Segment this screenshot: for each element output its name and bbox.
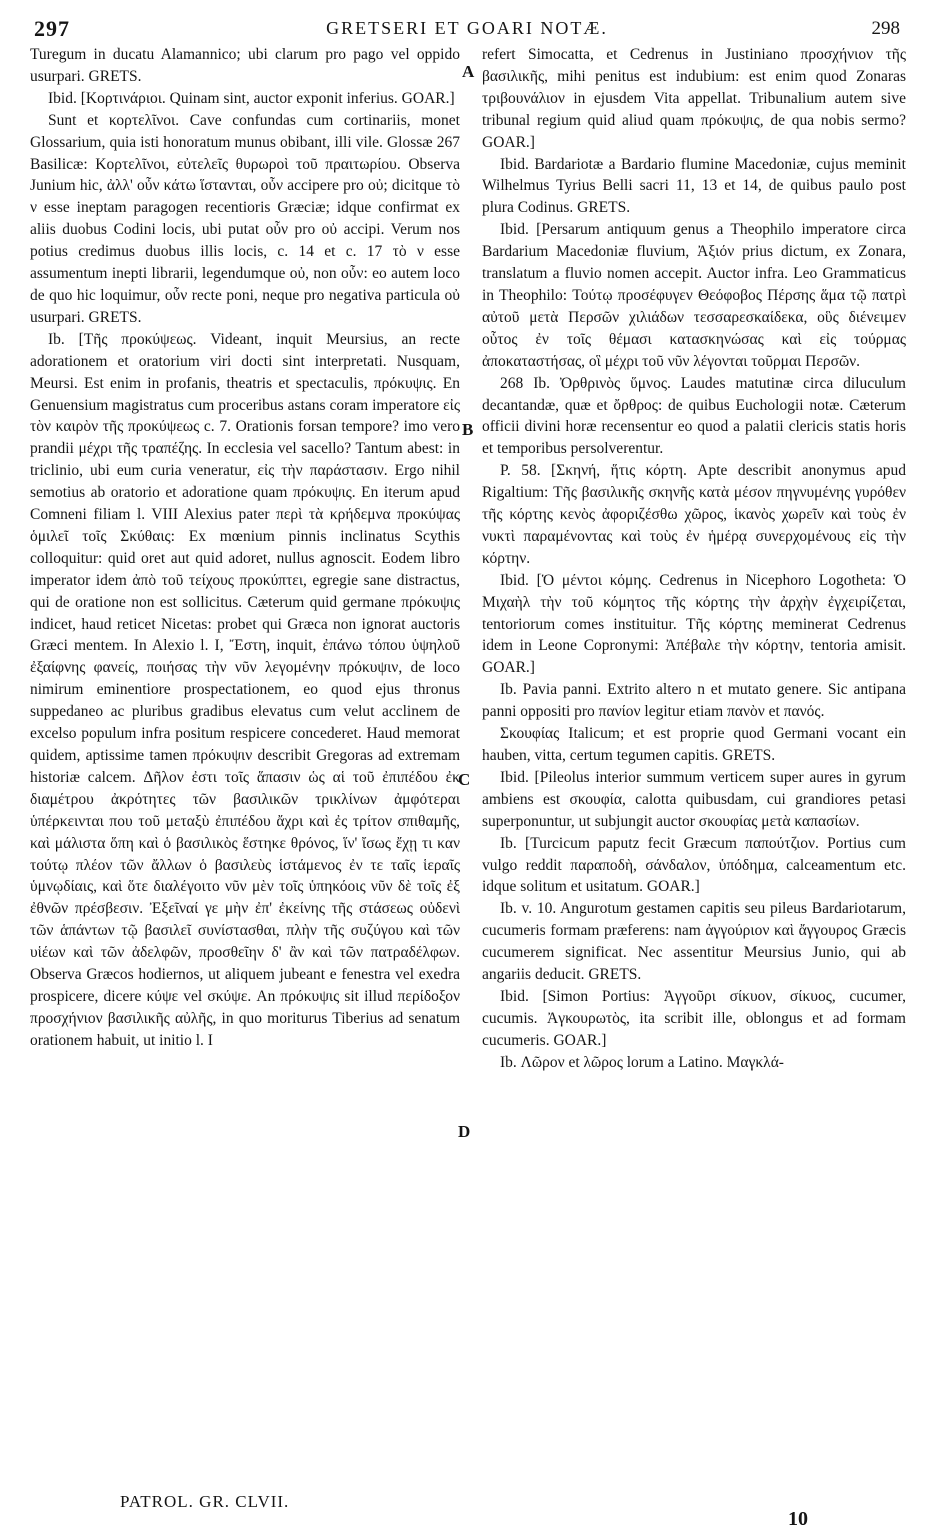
- paragraph: P. 58. [Σκηνή, ἥτις κόρτη. Apte describit anonymus apud Rigaltium: Τῆς βασιλικῆς σκηνῆς κατὰ μέσον πηγνυμένης γυρόθεν τῆς κόρτης κενὸς ἀφοριζέσθω χῶρος, ἱκανὸς χωρεῖν καὶ τοὺς ἐν νυκτὶ παραμένοντας καὶ τοὺς ἐν ἡμέρᾳ συνερχομένους εἰς τὴν κόρτην.: [482, 462, 906, 567]
- footer-volume: PATROL. GR. CLVII.: [120, 1492, 290, 1511]
- page-header: [34, 16, 900, 42]
- right-column: [482, 44, 906, 1074]
- running-title: GRETSERI ET GOARI NOTÆ.: [326, 18, 608, 38]
- paragraph: Σκουφίας Italicum; et est proprie quod Germani vocant ein hauben, vitta, certum tegumen capitis. GRETS.: [482, 725, 906, 764]
- paragraph: Ibid. Bardariotæ a Bardario flumine Macedoniæ, cujus meminit Wilhelmus Tyrius Belli sacri 11, 13 et 14, de quibus paulo post plura Codinus. GRETS.: [482, 155, 906, 217]
- paragraph: Ibid. [Κορτινάριοι. Quinam sint, auctor exponit inferius. GOAR.]: [48, 89, 455, 107]
- sheet-number: 10: [788, 1508, 808, 1530]
- paragraph: Sunt et κορτελῖνοι. Cave confundas cum cortinariis, monet Glossarium, quia isti honoratum munus obibant, illi vile. Glossæ 267 Basilicæ: Κορτελῖνοι, εὐτελεῖς θυρωροὶ τοῦ πραιτωρίου. Observa Junium hic, ἀλλ' οὖν κάτω ἵστανται, οὖν accipere pro οὐ; dicitque τὸ ν esse ineptam paragogen recentioris Græciæ; idque confirmat ex aliis duobus Codini locis, ubi putat οὖν pro οὐ accipi. Verum nos potius credimus duobus illis locis, c. 14 et c. 17 τὸ ν esse assumentum inepti librarii, legendumque οὐ, non οὖν: eo autem loco de quo hic loquimur, οὖν recte poni, neque pro negativa particula οὐ usurpari. GRETS.: [30, 111, 460, 326]
- page-number-right: 298: [871, 18, 900, 39]
- paragraph: Ib. [Τῆς προκύψεως. Videant, inquit Meursius, an recte adorationem et oratorium viri docti sint interpretati. Nusquam, Meursi. Est enim in profanis, theatris et spectaculis, πρόκυψις. En Genuensium magistratus cum proceribus astans coram imperatore εἰς τὸν καιρὸν τῆς προκύψεως c. 7. Orationis forsan tempore? imo vero prandii μέχρι τῆς τραπέζης. In ecclesia vel sacello? Tantum abest: in triclinio, ubi eum curia veneratur, εἰς τὴν παράστασιν. Ergo nihil semotius ab oratorio et adoratione quam πρόκυψις. En iterum apud Comneni filiam l. VIII Alexius pater περὶ τὰ κρήδεμνα προκύψας ὁμιλεῖ τοῖς Σκύθαις: Ex mœnium pinnis inclinatus Scythis colloquitur: quid oret aut quid adoret, nullus agnoscit. Eodem libro imperator idem ἀπὸ τοῦ τείχους προκύπτει, egregie sane distractus, qui de oratione non est sollicitus. Cæterum quid germane πρόκυψις indicet, haud reticet Nicetas: probet qui Græca non ignorat auctoris Græci mentem. In Alexio l. I, Ἔστη, inquit, ἐπάνω τόπου ὑψηλοῦ ἐξαίφνης φανείς, ποιήσας τὴν νῦν λεγομένην πρόκυψιν, de loco nimirum eminentiore prospectationem, eo quod ejus thronus suppedaneo ac pluribus gradibus elevatus cum velut acclinem de excelso populum infra positum respicere concederet. Haud memorat quidem, aptissime tamen πρόκυψιν describit Gregoras ad extremam historiæ calcem. Δῆλον ἐστι τοῖς ἅπασιν ὡς αἱ τοῦ ἐπιπέδου ἐκ διαμέτρου ἀκρότητες τῶν βασιλικῶν τρικλίνων ἀμφότεραι ὑπέρκεινται που τοῦ μεταξὺ ἐπιπέδου ἄχρι καὶ ἐς τρίτον σπιθαμῆς, καὶ μάλιστα ὅπη καὶ ὁ βασιλικὸς ἕστηκε θρόνος, ἵν' ἴσως ἔχῃ τι καν τούτῳ πλέον τῶν ἄλλων ὁ βασιλεὺς ἱστάμενος ἐν τε ταῖς ἱεραῖς ὑμνῳδίαις, καὶ ὅτε διαλέγοιτο νῦν μὲν τοῖς ὑπηκόοις νῦν δὲ τοῖς ἐξ ἐθνῶν πρέσβεσιν. Ἐξεῖναί γε μὴν ἐπ' ἐκείνης τῆς στάσεως οὐδενὶ τῶν ἁπάντων τῷ βασιλεῖ συνίστασθαι, πλὴν τῆς συζύγου καὶ τῶν υἱέων καὶ τῶν ἀδελφῶν, προσθεῖην δ' ἂν καὶ τῶν πατραδέλφων. Observa Græcos hodiernos, ut aliquem jubeant e fenestra vel exedra prospicere, dicere κύψε vel σκύψε. An πρόκυψις sit illud περίδοξον προσχήνιον βασιλικῆς αὐλῆς, in quo moriturus Tiberius ad senatum orationem habuit, ut initio l. I: [30, 330, 460, 1049]
- paragraph: Ibid. [Simon Portius: Ἀγγοῦρι σίκυον, σίκυος, cucumer, cucumis. Ἀγκουρωτὸς, ita scribit ille, oblongus et ad formam cucumeris. GOAR.]: [482, 987, 906, 1049]
- page-number-left: 297: [34, 16, 70, 41]
- paragraph: Ib. v. 10. Angurotum gestamen capitis seu pileus Bardariotarum, cucumeris formam præferens: nam ἀγγούριον καὶ ἄγγουρος Græcis cucumerem significat. Nec assentitur Meursius Junio, qui ab angariis deducit. GRETS.: [482, 900, 906, 984]
- paragraph: Turegum in ducatu Alamannico; ubi clarum pro pago vel oppido usurpari. GRETS.: [30, 46, 460, 85]
- margin-marker-c: C: [458, 770, 471, 789]
- paragraph: Ib. [Turcicum paputz fecit Græcum παπούτζιον. Portius cum vulgo reddit παραποδὴ, σάνδαλον, ὑπόδημα, calceamentum etc. idque solitum et usitatum. GOAR.]: [482, 834, 906, 896]
- margin-marker-a: A: [462, 62, 475, 81]
- paragraph: 268 Ib. Ὀρθρινὸς ὕμνος. Laudes matutinæ circa diluculum decantandæ, quæ et ὄρθρος: de quibus Euchologii notæ. Cæterum officii divini horæ recensentur eo quod a palatii clericis statis horis et temporibus persolverentur.: [482, 374, 906, 458]
- paragraph: Ib. Pavia panni. Extrito altero n et mutato genere. Sic antipana panni oppositi pro πανίον legitur etiam πανὸν et πανός.: [482, 681, 906, 721]
- paragraph: Ib. Λῶρον et λῶρος lorum a Latino. Μαγκλά-: [500, 1053, 784, 1071]
- paragraph: Ibid. [Ὁ μέντοι κόμης. Cedrenus in Nicephoro Logotheta: Ὁ Μιχαὴλ τὴν τοῦ κόμητος τῆς κόρτης τὴν ἀρχὴν ἐγχειρίζεται, tentoriorum comes instituitur. Τῆς κόρτης meminerat Cedrenus idem in Leone Copronymi: Ἀπέβαλε τὴν κόρτην, tentoria amisit. GOAR.]: [482, 571, 906, 677]
- margin-marker-d: D: [458, 1122, 471, 1141]
- paragraph: Ibid. [Persarum antiquum genus a Theophilo imperatore circa Bardarium Macedoniæ fluvium, Ἀξιόν prius dictum, ex Zonara, translatum a fluvio nomen accepit. Auctor infra. Leo Grammaticus in Theophilo: Τούτῳ προσέφυγεν Θεόφοβος Πέρσης ἅμα τῷ πατρὶ αὐτοῦ μετὰ Περσῶν χιλιάδων τεσσαρεσκαίδεκα, οὓς διένειμεν οὗτος ἐν τοῖς θέμασι κατασκηνώσας καὶ εἰς τούρμας ἀποκαταστήσας, οἳ μέχρι τοῦ νῦν λέγονται τοῦρμαι Περσῶν.: [482, 221, 906, 370]
- margin-marker-b: B: [462, 420, 474, 439]
- left-column: [30, 44, 460, 1052]
- paragraph: refert Simocatta, et Cedrenus in Justiniano προσχήνιον τῆς βασιλικῆς, mihi penitus est indubium: est enim quod Zonaras τριβουνάλιον in ejusdem Vita appellat. Tribunalium autem sive tribunal regium quid aliud quam πρόκυψις, de qua nobis sermo? GOAR.]: [482, 46, 906, 151]
- paragraph: Ibid. [Pileolus interior summum verticem super aures in gyrum ambiens est σκουφία, calotta quibusdam, cui grandiores petasi superponuntur, ut subjungit auctor σκουφίας μετὰ καπασίων.: [482, 768, 906, 830]
